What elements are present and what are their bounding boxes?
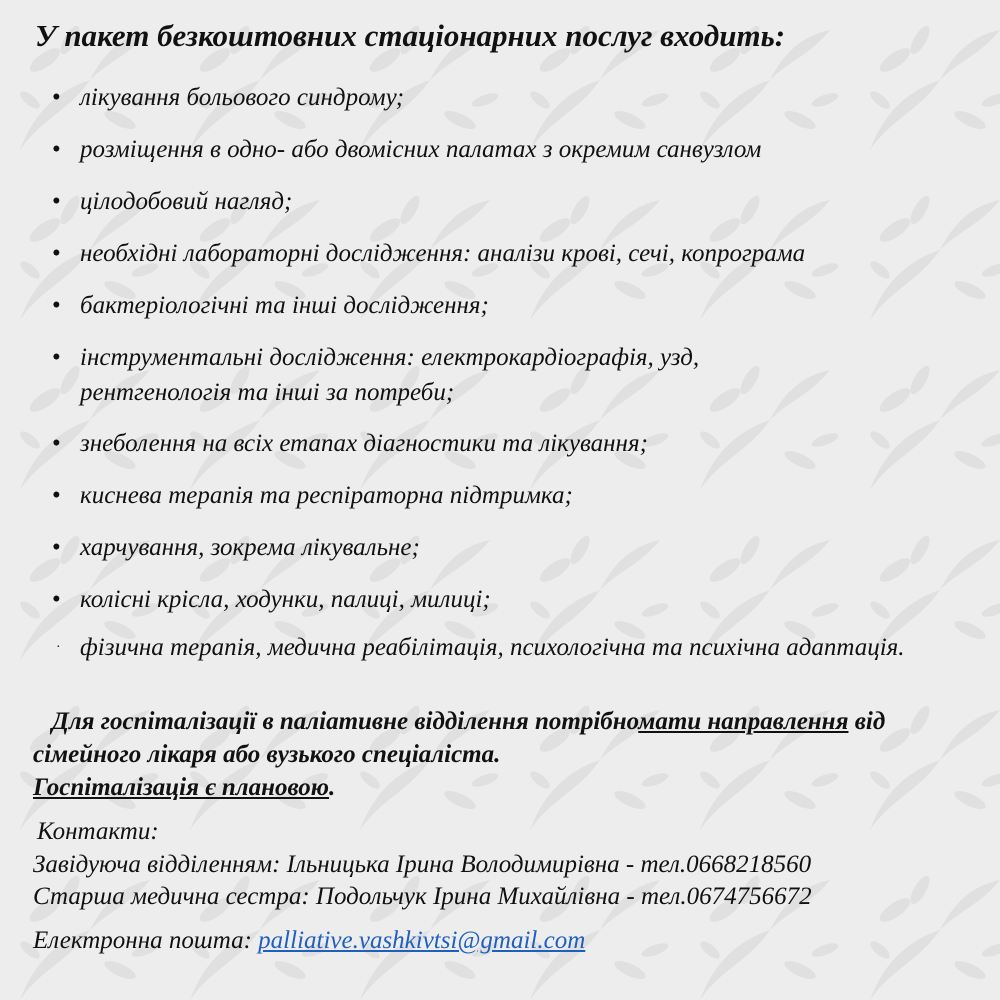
bullet-icon: • bbox=[52, 136, 61, 163]
list-item-text: колісні крісла, ходунки, палиці, милиці; bbox=[80, 586, 491, 613]
list-item-text: лікування больового синдрому; bbox=[80, 84, 405, 111]
list-item bbox=[52, 630, 982, 665]
list-item-text: розміщення в одно- або двомісних палатах з окремим санвузлом bbox=[80, 136, 762, 163]
list-item bbox=[52, 132, 982, 167]
email-line bbox=[33, 924, 993, 957]
list-item-text: інструментальні дослідження: електрокардіографія, узд, рентгенологія та інші за потреби; bbox=[80, 344, 700, 406]
bullet-icon: • bbox=[52, 430, 61, 457]
list-item-text: знеболення на всіх етапах діагностики та лікування; bbox=[80, 430, 648, 457]
senior-nurse-contact: Старша медична сестра: Подольчук Ірина Михайлівна - тел.0674756672 bbox=[33, 883, 812, 910]
email-label: Електронна пошта: bbox=[33, 927, 252, 954]
head-of-department-contact: Завідуюча відділенням: Ільницька Ірина Володимирівна - тел.0668218560 bbox=[33, 851, 812, 878]
list-item bbox=[52, 478, 982, 513]
bullet-icon: • bbox=[52, 292, 61, 319]
list-item-text: цілодобовий нагляд; bbox=[80, 188, 293, 215]
list-item bbox=[52, 426, 982, 461]
referral-source: від сімейного лікаря або вузького спеціаліста. bbox=[33, 708, 886, 768]
planned-hospitalization: Госпіталізація є плановою bbox=[33, 774, 330, 801]
list-item bbox=[52, 80, 982, 115]
bullet-icon: • bbox=[52, 188, 61, 215]
list-item-text: бактеріологічні та інші дослідження; bbox=[80, 292, 489, 319]
period: . bbox=[329, 774, 336, 801]
bullet-icon: • bbox=[52, 344, 61, 371]
list-item-text: необхідні лабораторні дослідження: аналізи крові, сечі, копрограма bbox=[80, 240, 806, 267]
bullet-icon: • bbox=[52, 84, 61, 111]
bullet-icon: · bbox=[56, 640, 61, 655]
list-item bbox=[52, 236, 982, 271]
bullet-icon: • bbox=[52, 240, 61, 267]
list-item bbox=[52, 582, 982, 617]
list-item-text: харчування, зокрема лікувальне; bbox=[80, 534, 420, 561]
list-item bbox=[52, 184, 982, 219]
contacts-heading: Контакти: bbox=[37, 818, 159, 845]
list-item-text: киснева терапія та респіраторна підтримка; bbox=[80, 482, 573, 509]
hospitalization-note bbox=[33, 705, 963, 804]
list-item bbox=[52, 530, 982, 565]
bullet-icon: • bbox=[52, 534, 61, 561]
email-link[interactable]: palliative.vashkivtsi@gmail.com bbox=[258, 927, 586, 954]
list-item-text: фізична терапія, медична реабілітація, психологічна та психічна адаптація. bbox=[80, 634, 905, 661]
referral-requirement: мати направлення bbox=[638, 708, 849, 735]
bullet-icon: • bbox=[52, 586, 61, 613]
list-item bbox=[52, 288, 982, 323]
page-title: У пакет безкоштовних стаціонарних послуг входить: bbox=[35, 18, 786, 53]
list-item bbox=[52, 340, 982, 410]
bullet-icon: • bbox=[52, 482, 61, 509]
hospitalization-text: Для госпіталізації в паліативне відділення потрібно bbox=[51, 708, 639, 735]
